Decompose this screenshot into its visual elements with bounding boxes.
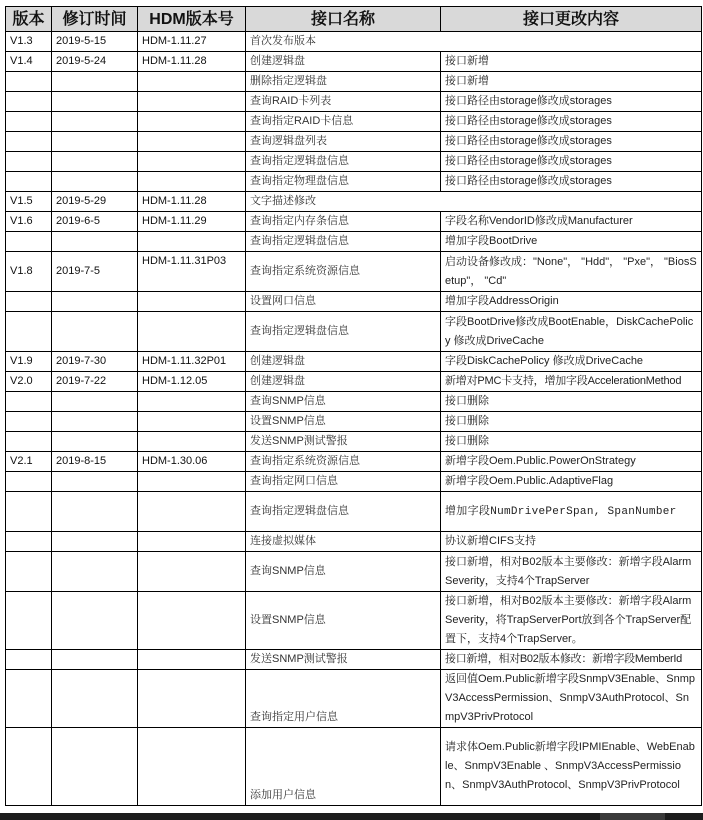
table-row (6, 392, 702, 412)
cell-interface-change: 新增对PMC卡支持，增加字段AccelerationMethod (441, 372, 702, 392)
cell-date (52, 670, 138, 728)
cell-interface-change: 字段名称VendorID修改成Manufacturer (441, 212, 702, 232)
cell-interface-change: 接口删除 (441, 432, 702, 452)
cell-version: V2.1 (6, 452, 52, 472)
cell-version: V2.0 (6, 372, 52, 392)
cell-date (52, 432, 138, 452)
cell-version (6, 172, 52, 192)
cell-version (6, 392, 52, 412)
cell-date (52, 472, 138, 492)
table-row (6, 372, 702, 392)
cell-interface-name: 查询指定逻辑盘信息 (246, 312, 441, 352)
cell-interface-change: 新增字段Oem.Public.PowerOnStrategy (441, 452, 702, 472)
cell-interface-name: 查询指定物理盘信息 (246, 172, 441, 192)
table-header-row (6, 7, 702, 32)
cell-version: V1.4 (6, 52, 52, 72)
cell-interface-name: 查询SNMP信息 (246, 392, 441, 412)
table-row (6, 312, 702, 352)
cell-date (52, 112, 138, 132)
cell-date (52, 392, 138, 412)
cell-interface-change: 接口删除 (441, 412, 702, 432)
cell-hdm (138, 152, 246, 172)
cell-interface-change: 请求体Oem.Public新增字段IPMIEnable、WebEnable、SnmpV3Enable 、SnmpV3AccessPermission、SnmpV3AuthProtocol、SnmpV3PrivProtocol (441, 728, 702, 806)
cell-hdm (138, 392, 246, 412)
cell-hdm (138, 112, 246, 132)
table-row (6, 72, 702, 92)
cell-interface-change: 启动设备修改成："None"， "Hdd"， "Pxe"， "BiosSetup"， "Cd" (441, 252, 702, 292)
table-row (6, 92, 702, 112)
table-row (6, 728, 702, 806)
cell-interface-name: 查询SNMP信息 (246, 552, 441, 592)
cell-hdm (138, 472, 246, 492)
cell-date (52, 72, 138, 92)
cell-interface-name: 创建逻辑盘 (246, 372, 441, 392)
cell-date: 2019-5-24 (52, 52, 138, 72)
cell-hdm (138, 552, 246, 592)
cell-interface-change: 接口路径由storage修改成storages (441, 152, 702, 172)
cell-interface-name: 文字描述修改 (246, 192, 702, 212)
cell-hdm (138, 172, 246, 192)
cell-interface-change: 接口路径由storage修改成storages (441, 132, 702, 152)
table-row (6, 452, 702, 472)
table-row (6, 412, 702, 432)
cell-interface-name: 查询指定逻辑盘信息 (246, 232, 441, 252)
table-row (6, 432, 702, 452)
cell-hdm: HDM-1.12.05 (138, 372, 246, 392)
cell-version (6, 650, 52, 670)
cell-date: 2019-5-29 (52, 192, 138, 212)
revision-history-table (5, 6, 702, 806)
cell-interface-name: 首次发布版本 (246, 32, 702, 52)
cell-version (6, 232, 52, 252)
header-interface-name: 接口名称 (246, 7, 441, 32)
cell-interface-name: 发送SNMP测试警报 (246, 432, 441, 452)
cell-date (52, 292, 138, 312)
cell-date (52, 312, 138, 352)
cell-version (6, 112, 52, 132)
cell-hdm: HDM-1.11.29 (138, 212, 246, 232)
cell-version (6, 152, 52, 172)
table-row (6, 152, 702, 172)
cell-date (52, 172, 138, 192)
cell-interface-change: 接口新增，相对B02版本主要修改：新增字段AlarmSeverity，支持4个TrapServer (441, 552, 702, 592)
table-row (6, 212, 702, 232)
cell-version (6, 670, 52, 728)
cell-interface-name: 查询指定网口信息 (246, 472, 441, 492)
cell-version: V1.9 (6, 352, 52, 372)
cell-hdm (138, 292, 246, 312)
cell-version (6, 312, 52, 352)
cell-interface-name: 查询指定系统资源信息 (246, 452, 441, 472)
cell-hdm (138, 312, 246, 352)
cell-interface-change: 接口新增，相对B02版本修改：新增字段MemberId (441, 650, 702, 670)
cell-version: V1.8 (6, 252, 52, 292)
cell-date (52, 552, 138, 592)
cell-interface-name: 查询指定逻辑盘信息 (246, 152, 441, 172)
cell-date (52, 492, 138, 532)
table-row (6, 52, 702, 72)
cell-interface-name: 查询指定RAID卡信息 (246, 112, 441, 132)
cell-hdm: HDM-1.11.28 (138, 52, 246, 72)
cell-interface-change: 接口新增 (441, 72, 702, 92)
scrollbar-thumb[interactable] (600, 813, 665, 820)
cell-version (6, 132, 52, 152)
cell-date (52, 728, 138, 806)
table-row (6, 132, 702, 152)
table-row (6, 552, 702, 592)
cell-interface-name: 查询指定逻辑盘信息 (246, 492, 441, 532)
cell-interface-name: 连接虚拟媒体 (246, 532, 441, 552)
cell-date (52, 650, 138, 670)
cell-date: 2019-5-15 (52, 32, 138, 52)
cell-date: 2019-6-5 (52, 212, 138, 232)
cell-interface-change: 新增字段Oem.Public.AdaptiveFlag (441, 472, 702, 492)
cell-date (52, 592, 138, 650)
cell-date: 2019-8-15 (52, 452, 138, 472)
cell-interface-name: 删除指定逻辑盘 (246, 72, 441, 92)
cell-interface-change: 接口路径由storage修改成storages (441, 112, 702, 132)
cell-date: 2019-7-22 (52, 372, 138, 392)
cell-hdm (138, 92, 246, 112)
table-row (6, 252, 702, 292)
cell-hdm (138, 432, 246, 452)
cell-interface-name: 发送SNMP测试警报 (246, 650, 441, 670)
cell-hdm: HDM-1.11.28 (138, 192, 246, 212)
cell-hdm (138, 592, 246, 650)
cell-interface-change: 接口新增 (441, 52, 702, 72)
cell-interface-change: 返回值Oem.Public新增字段SnmpV3Enable、SnmpV3AccessPermission、SnmpV3AuthProtocol、SnmpV3PrivProtocol (441, 670, 702, 728)
table-row (6, 32, 702, 52)
cell-interface-name: 添加用户信息 (246, 728, 441, 806)
header-date: 修订时间 (52, 7, 138, 32)
cell-interface-change: 增加字段AddressOrigin (441, 292, 702, 312)
cell-version (6, 292, 52, 312)
cell-interface-name: 查询指定系统资源信息 (246, 252, 441, 292)
cell-version (6, 472, 52, 492)
cell-hdm (138, 670, 246, 728)
cell-hdm: HDM-1.11.32P01 (138, 352, 246, 372)
cell-version (6, 532, 52, 552)
cell-hdm (138, 72, 246, 92)
table-row (6, 172, 702, 192)
table-row (6, 532, 702, 552)
cell-interface-name: 查询逻辑盘列表 (246, 132, 441, 152)
cell-date (52, 132, 138, 152)
cell-interface-change: 增加字段BootDrive (441, 232, 702, 252)
cell-interface-change: 字段DiskCachePolicy 修改成DriveCache (441, 352, 702, 372)
cell-version (6, 492, 52, 532)
cell-version: V1.3 (6, 32, 52, 52)
table-row (6, 592, 702, 650)
cell-hdm (138, 132, 246, 152)
table-row (6, 670, 702, 728)
cell-version (6, 728, 52, 806)
cell-date (52, 532, 138, 552)
cell-interface-change: 接口路径由storage修改成storages (441, 172, 702, 192)
table-row (6, 472, 702, 492)
cell-date (52, 412, 138, 432)
cell-date: 2019-7-5 (52, 252, 138, 292)
cell-hdm: HDM-1.11.27 (138, 32, 246, 52)
table-row (6, 232, 702, 252)
header-version: 版本 (6, 7, 52, 32)
cell-version: V1.5 (6, 192, 52, 212)
horizontal-scrollbar[interactable] (0, 813, 703, 820)
cell-version (6, 432, 52, 452)
cell-date: 2019-7-30 (52, 352, 138, 372)
table-row (6, 352, 702, 372)
table-row (6, 112, 702, 132)
cell-interface-name: 查询指定用户信息 (246, 670, 441, 728)
cell-interface-change: 增加字段NumDrivePerSpan, SpanNumber (441, 492, 702, 532)
cell-version (6, 592, 52, 650)
cell-version (6, 72, 52, 92)
cell-interface-name: 设置网口信息 (246, 292, 441, 312)
cell-interface-name: 查询指定内存条信息 (246, 212, 441, 232)
table-row (6, 192, 702, 212)
cell-hdm: HDM-1.30.06 (138, 452, 246, 472)
cell-date (52, 152, 138, 172)
table-row (6, 292, 702, 312)
cell-interface-change: 接口新增，相对B02版本主要修改：新增字段AlarmSeverity，将TrapServerPort放到各个TrapServer配置下，支持4个TrapServer。 (441, 592, 702, 650)
cell-hdm (138, 650, 246, 670)
cell-interface-name: 查询RAID卡列表 (246, 92, 441, 112)
cell-interface-change: 协议新增CIFS支持 (441, 532, 702, 552)
header-interface-change: 接口更改内容 (441, 7, 702, 32)
cell-date (52, 232, 138, 252)
cell-version (6, 92, 52, 112)
table-row (6, 492, 702, 532)
cell-interface-name: 设置SNMP信息 (246, 592, 441, 650)
cell-date (52, 92, 138, 112)
cell-version (6, 412, 52, 432)
cell-interface-name: 创建逻辑盘 (246, 352, 441, 372)
header-hdm-version: HDM版本号 (138, 7, 246, 32)
cell-interface-name: 设置SNMP信息 (246, 412, 441, 432)
cell-hdm (138, 412, 246, 432)
cell-hdm (138, 728, 246, 806)
cell-interface-change: 接口路径由storage修改成storages (441, 92, 702, 112)
cell-version (6, 552, 52, 592)
cell-interface-name: 创建逻辑盘 (246, 52, 441, 72)
cell-hdm: HDM-1.11.31P03 (138, 252, 246, 292)
cell-version: V1.6 (6, 212, 52, 232)
cell-hdm (138, 492, 246, 532)
table-row (6, 650, 702, 670)
cell-hdm (138, 532, 246, 552)
cell-interface-change: 字段BootDrive修改成BootEnable，DiskCachePolicy 修改成DriveCache (441, 312, 702, 352)
cell-interface-change: 接口删除 (441, 392, 702, 412)
cell-hdm (138, 232, 246, 252)
